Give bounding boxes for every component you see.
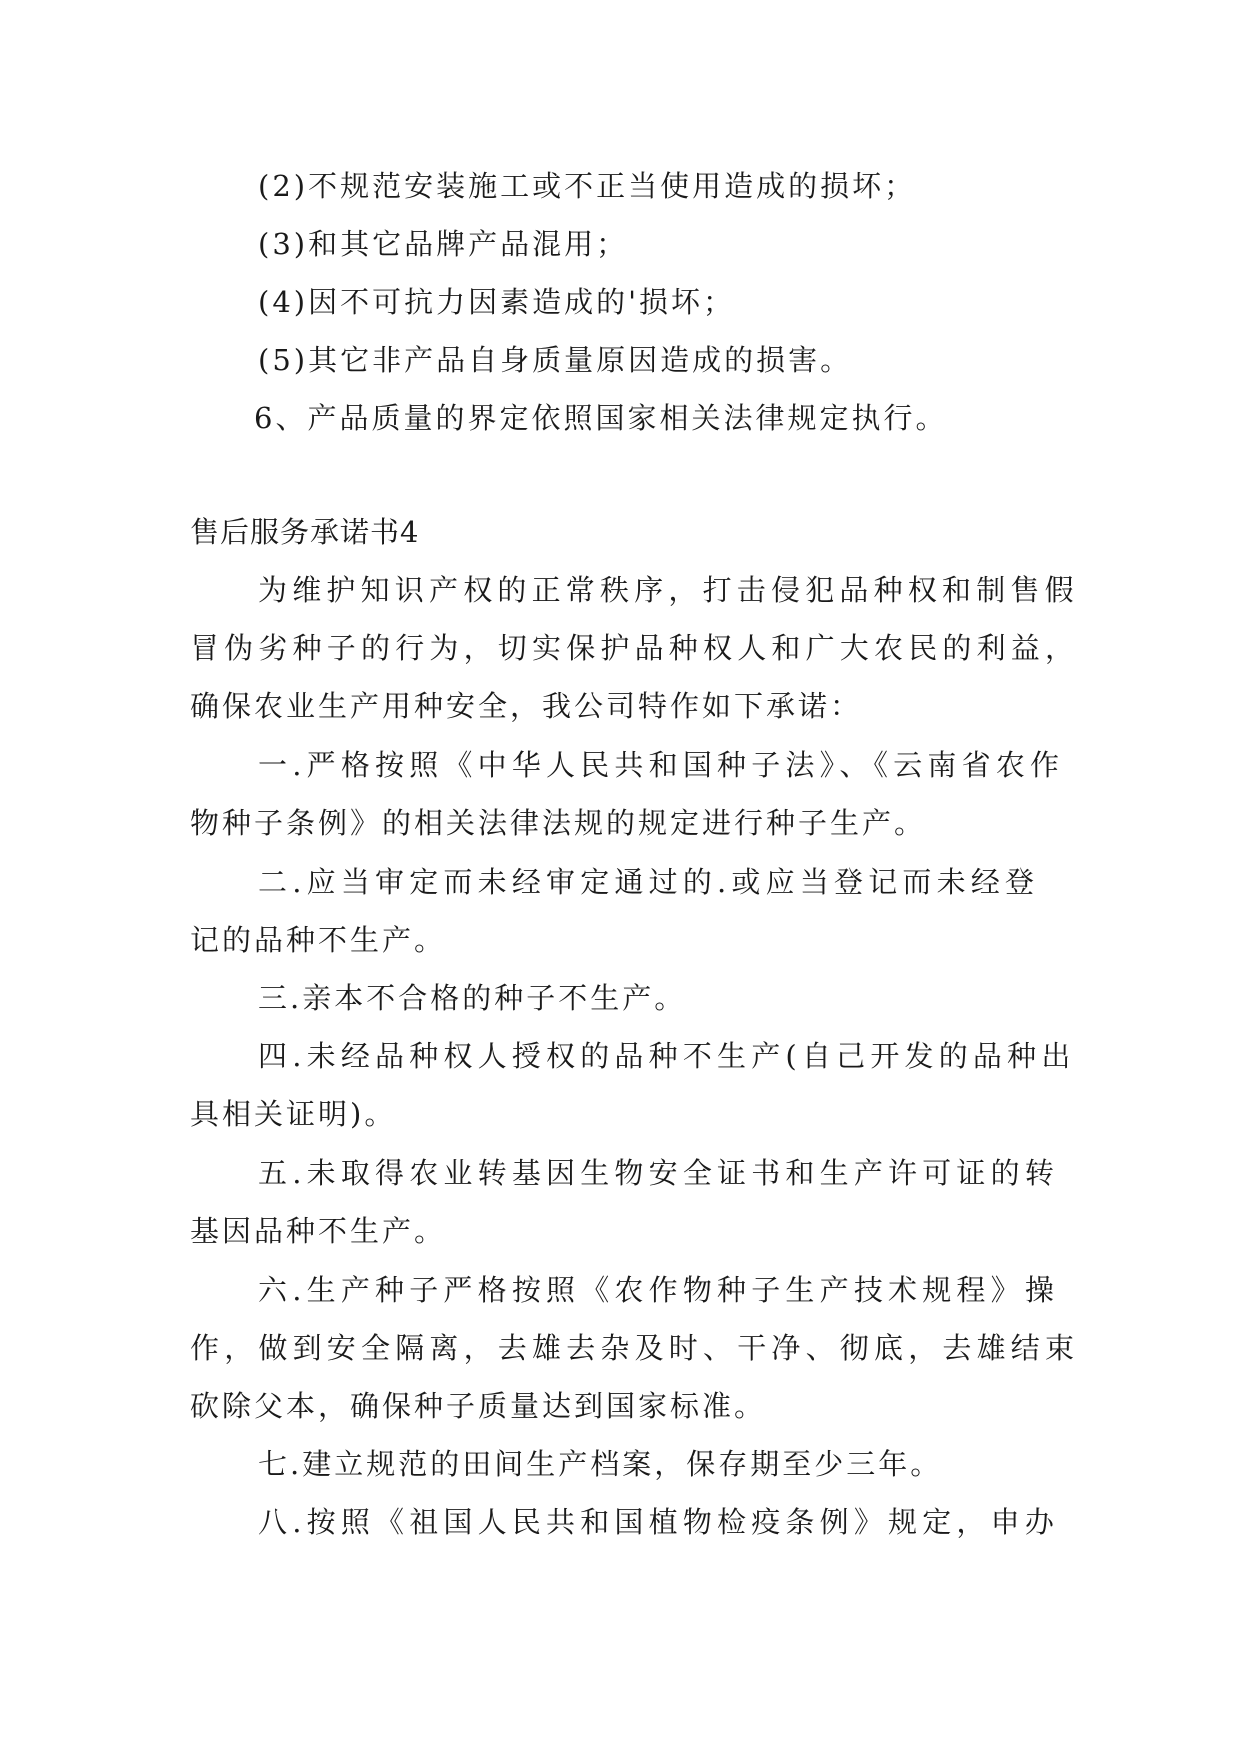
list-item-2: (2)不规范安装施工或不正当使用造成的损坏；	[258, 169, 917, 203]
pledge-2-line-2: 记的品种不生产。	[190, 923, 447, 957]
pledge-1-line-1: 一.严格按照《中华人民共和国种子法》、《云南省农作	[258, 748, 1065, 782]
pledge-4-line-1: 四.未经品种权人授权的品种不生产(自己开发的品种出	[258, 1039, 1076, 1073]
pledge-1-line-2: 物种子条例》的相关法律法规的规定进行种子生产。	[190, 806, 927, 840]
pledge-4-line-2: 具相关证明)。	[190, 1097, 397, 1131]
pledge-5-line-2: 基因品种不生产。	[190, 1214, 447, 1248]
list-item-3: (3)和其它品牌产品混用；	[258, 227, 629, 261]
pledge-5-line-1: 五.未取得农业转基因生物安全证书和生产许可证的转	[258, 1156, 1060, 1190]
pledge-2-line-1: 二.应当审定而未经审定通过的.或应当登记而未经登	[258, 865, 1040, 899]
item-6: 6、产品质量的界定依照国家相关法律规定执行。	[254, 401, 948, 435]
pledge-8-line-1: 八.按照《祖国人民共和国植物检疫条例》规定，申办	[258, 1505, 1060, 1539]
pledge-6-line-3: 砍除父本，确保种子质量达到国家标准。	[190, 1389, 767, 1423]
pledge-3: 三.亲本不合格的种子不生产。	[258, 981, 687, 1015]
list-item-4: (4)因不可抗力因素造成的'损坏；	[258, 285, 736, 319]
pledge-6-line-2: 作，做到安全隔离，去雄去杂及时、干净、彻底，去雄结束	[190, 1331, 1080, 1365]
section-title: 售后服务承诺书4	[190, 515, 420, 549]
intro-line-2: 冒伪劣种子的行为，切实保护品种权人和广大农民的利益，	[190, 631, 1080, 665]
list-item-5: (5)其它非产品自身质量原因造成的损害。	[258, 343, 853, 377]
intro-line-1: 为维护知识产权的正常秩序，打击侵犯品种权和制售假	[258, 573, 1079, 607]
pledge-6-line-1: 六.生产种子严格按照《农作物种子生产技术规程》操	[258, 1273, 1060, 1307]
intro-line-3: 确保农业生产用种安全，我公司特作如下承诺：	[190, 689, 863, 723]
pledge-7: 七.建立规范的田间生产档案，保存期至少三年。	[258, 1447, 943, 1481]
